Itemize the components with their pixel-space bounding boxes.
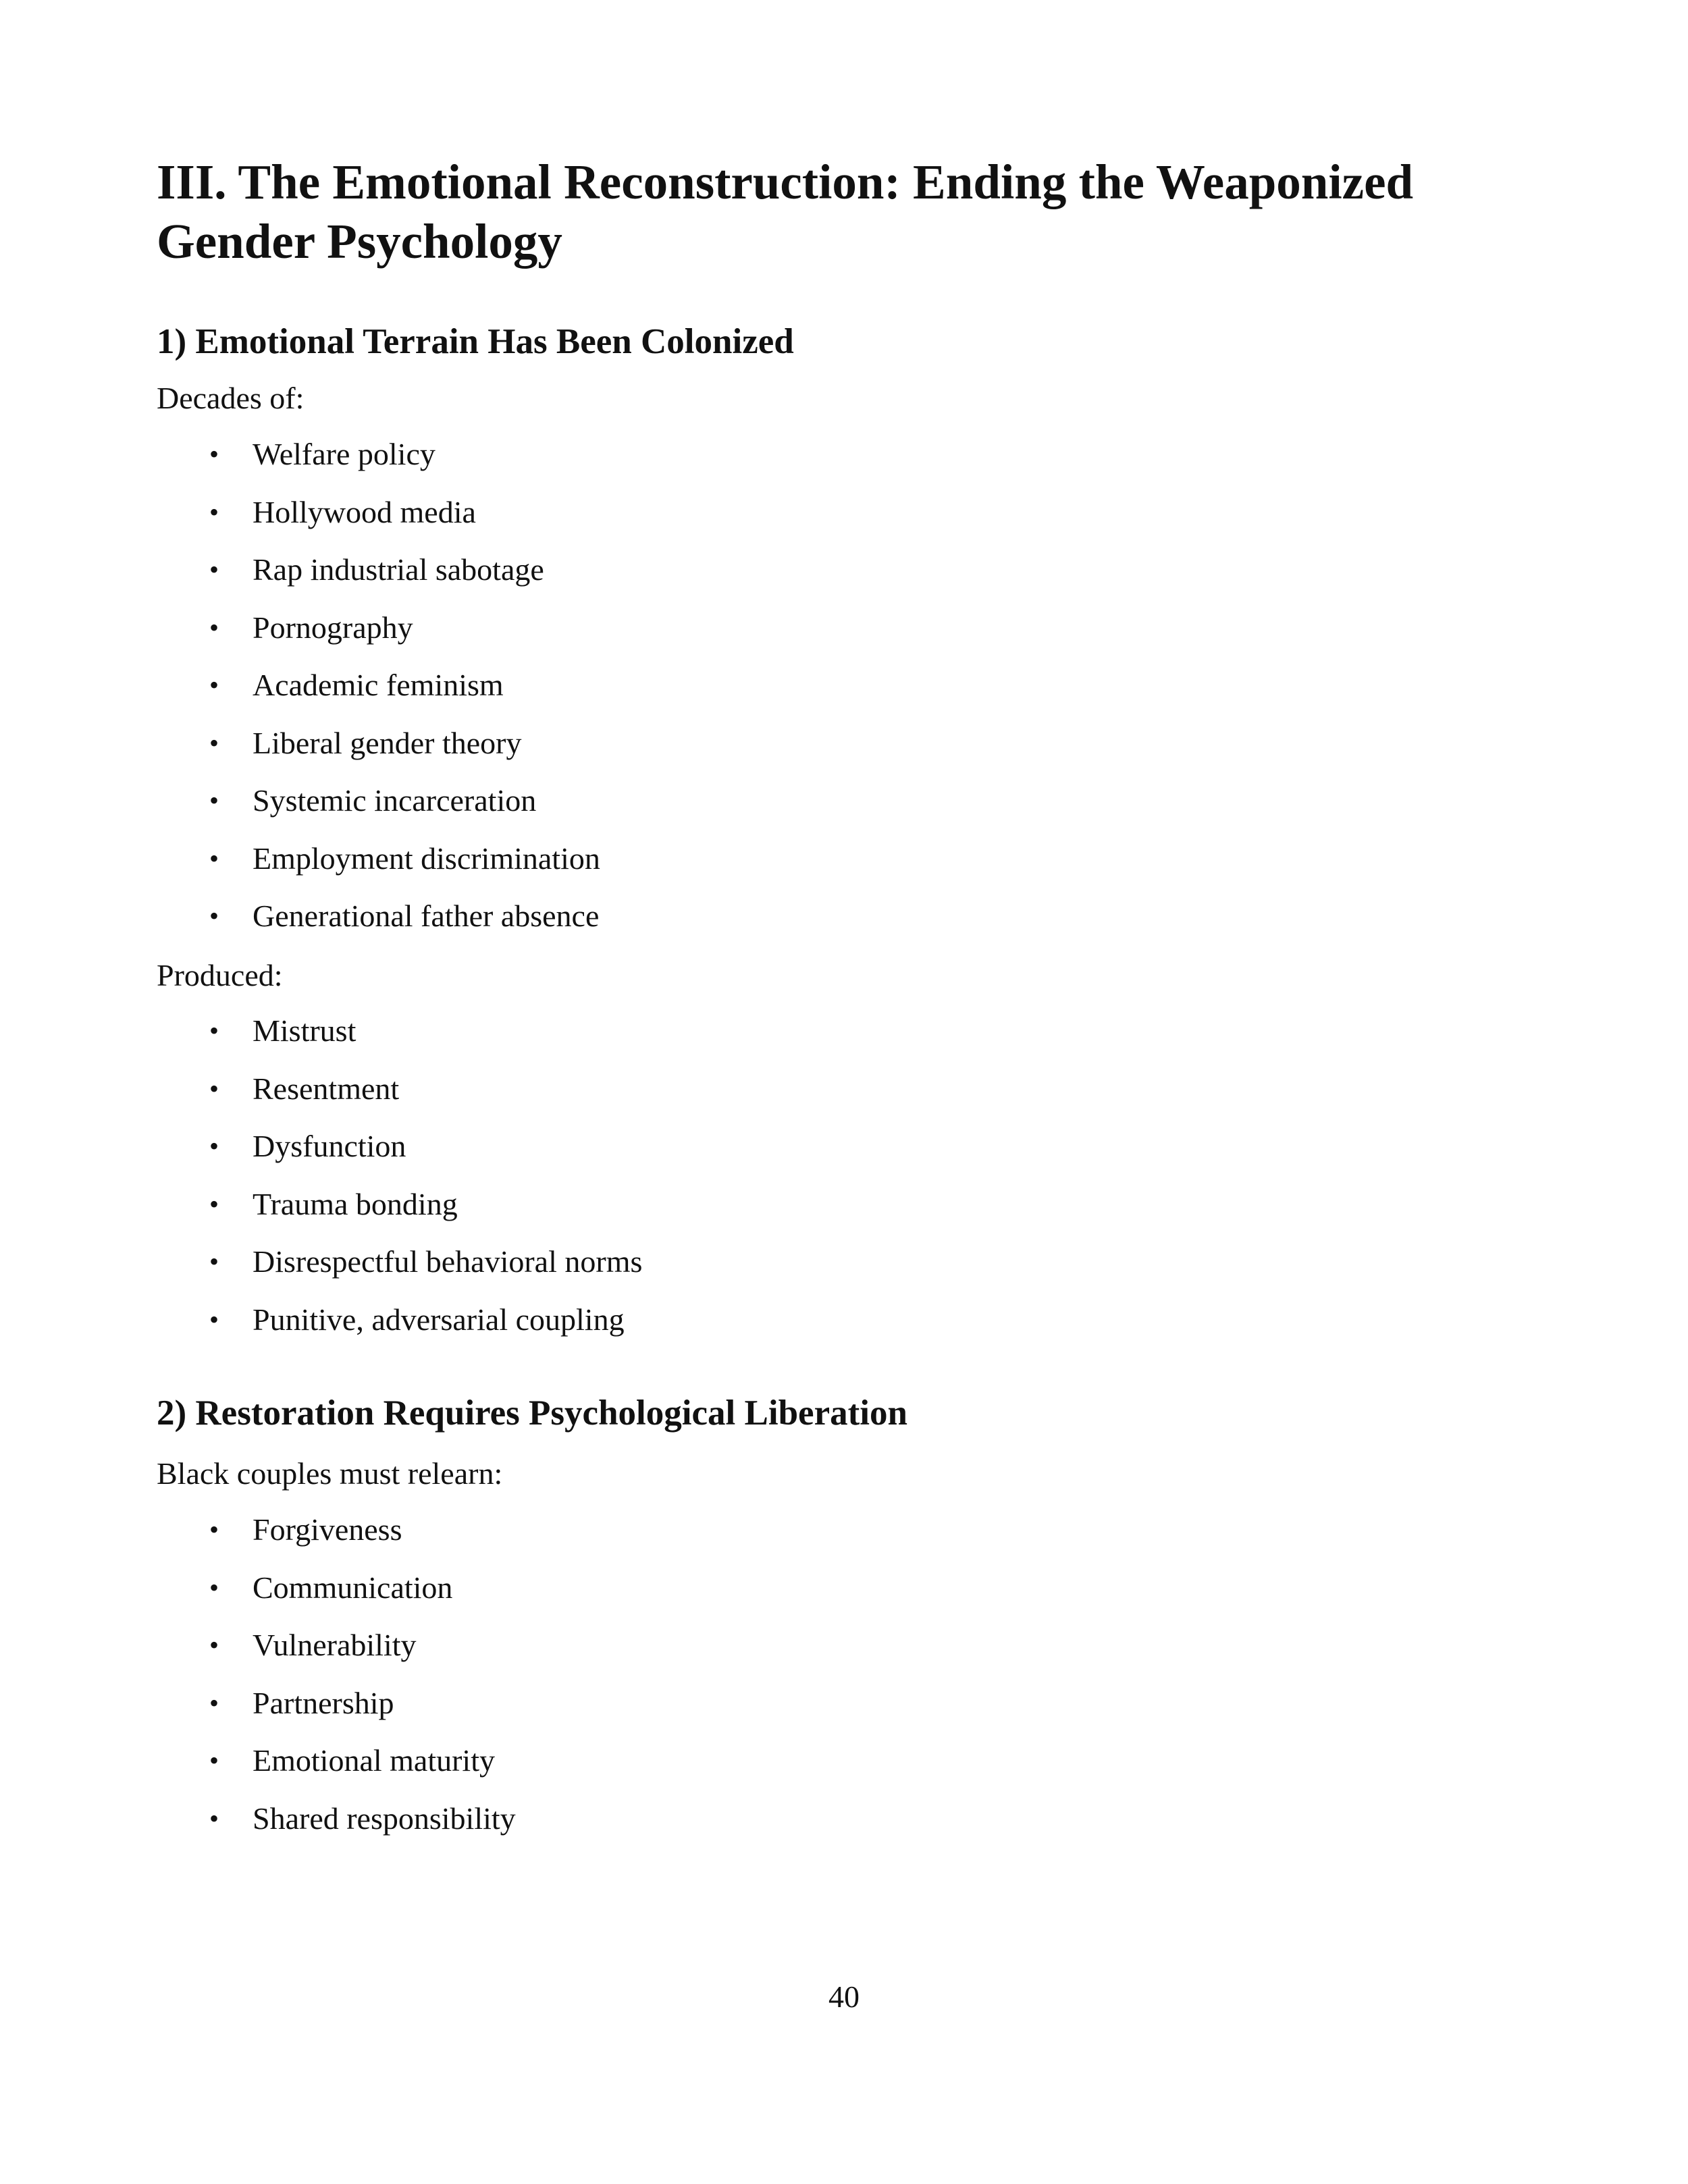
bullet-icon: • [209, 439, 219, 469]
bullet-icon: • [209, 1687, 219, 1718]
bullet-icon: • [209, 1131, 219, 1161]
page-title: III. The Emotional Reconstruction: Ending the Weaponized Gender Psychology [157, 155, 1414, 269]
bullet-icon: • [209, 901, 219, 931]
bullet-icon: • [209, 1630, 219, 1660]
section-1-heading: 1) Emotional Terrain Has Been Colonized [157, 322, 794, 361]
bullet-icon: • [209, 1304, 219, 1335]
bullet-icon: • [209, 612, 219, 643]
bullet-icon: • [209, 1246, 219, 1277]
section-2-intro: Black couples must relearn: [157, 1456, 503, 1491]
bullet-icon: • [209, 496, 219, 527]
bullet-icon: • [209, 1188, 219, 1219]
page-number: 40 [828, 1979, 860, 2014]
bullet-icon: • [209, 1803, 219, 1834]
bullet-icon: • [209, 1015, 219, 1046]
bullet-icon: • [209, 1514, 219, 1545]
bullet-icon: • [209, 554, 219, 585]
bullet-icon: • [209, 1073, 219, 1104]
bullet-icon: • [209, 670, 219, 700]
document-page: III. The Emotional Reconstruction: Ending the Weaponized Gender Psychology 1) Emotional Terrain Has Been Colonized Decades of: • Welfare policy • Hollywood media • Rap industrial sabotage • Pornography • Academic feminism • Liberal gender theory • Systemic incarceration • Employment discrimination • Generational father absence Produced: • Mistrust • Resentment • Dysfunction • Trauma bonding • Disrespectful behavioral norms • Punitive, adversarial coupling 2) Restoration Requires Psychological Liberation Black couples must relearn: • Forgiveness • Communication • Vulnerability • Partnership • Emotional maturity • Shared responsibility 40 [0, 0, 1688, 2184]
bullet-icon: • [209, 785, 219, 816]
produced-label: Produced: [157, 958, 283, 992]
bullet-icon: • [209, 1745, 219, 1776]
bullet-icon: • [209, 843, 219, 874]
section-2-heading: 2) Restoration Requires Psychological Liberation [157, 1393, 907, 1433]
bullet-icon: • [209, 727, 219, 758]
section-1-intro: Decades of: [157, 381, 305, 415]
bullet-icon: • [209, 1572, 219, 1603]
